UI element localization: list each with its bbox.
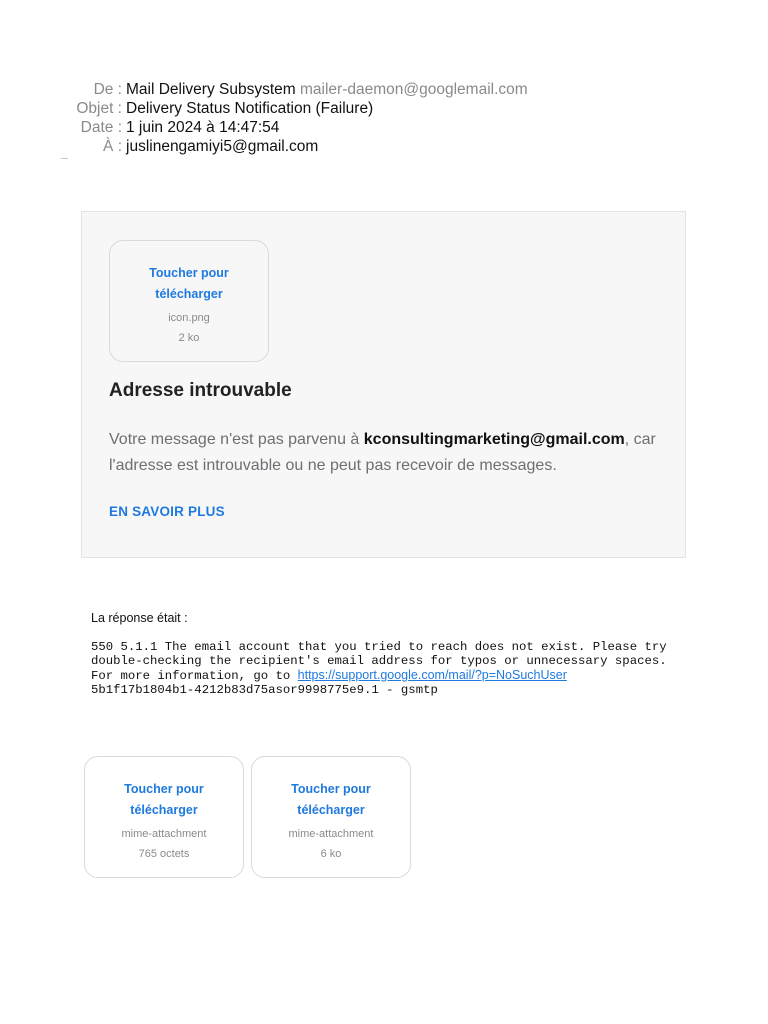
card-message: [109, 427, 669, 479]
subject-row: [0, 99, 768, 118]
from-value[interactable]: [126, 80, 528, 99]
header-divider: [61, 158, 68, 159]
recipient-address: kconsultingmarketing@gmail.com: [363, 431, 625, 448]
card-title: Adresse introuvable: [109, 380, 292, 401]
download-label[interactable]: Toucher pour télécharger: [149, 266, 229, 301]
to-value[interactable]: juslinengamiyi5@gmail.com: [126, 138, 319, 155]
attachment-mime-2[interactable]: [251, 756, 411, 878]
subject-value: Delivery Status Notification (Failure): [126, 100, 374, 117]
from-row: [0, 80, 768, 99]
attachment-filename: mime-attachment: [288, 828, 374, 840]
from-label: De :: [93, 81, 122, 98]
response-text: [91, 640, 691, 697]
date-row: [0, 118, 768, 137]
response-text-main: 550 5.1.1 The email account that you tried to reach does not exist. Please try double-checking the recipient's email address for typos or unnecessary spaces. For more information, go to: [91, 640, 667, 683]
learn-more-link[interactable]: EN SAVOIR PLUS: [109, 504, 225, 519]
to-label: À :: [103, 138, 122, 155]
attachment-filename: icon.png: [168, 312, 210, 324]
response-label: La réponse était :: [91, 611, 188, 625]
attachment-size: 6 ko: [320, 848, 342, 860]
response-text-id: 5b1f17b1804b1-4212b83d75asor9998775e9.1 - gsmtp: [91, 683, 438, 697]
bounce-card: [81, 211, 686, 558]
date-value: 1 juin 2024 à 14:47:54: [126, 119, 280, 136]
email-header: [0, 80, 768, 156]
attachment-filename: mime-attachment: [121, 828, 207, 840]
subject-label: Objet :: [76, 100, 122, 117]
message-suffix: , car l'adresse est introuvable ou ne peut pas recevoir de messages.: [109, 431, 656, 474]
message-prefix: Votre message n'est pas parvenu à: [109, 431, 360, 448]
to-row: [0, 137, 768, 156]
sender-address: mailer-daemon@googlemail.com: [300, 81, 528, 98]
attachment-size: 2 ko: [178, 332, 200, 344]
sender-name: Mail Delivery Subsystem: [126, 81, 296, 98]
support-link[interactable]: https://support.google.com/mail/?p=NoSuchUser: [297, 668, 567, 682]
download-label[interactable]: Toucher pour télécharger: [291, 782, 371, 817]
date-label: Date :: [80, 119, 122, 136]
attachment-size: 765 octets: [138, 848, 190, 860]
attachment-mime-1[interactable]: [84, 756, 244, 878]
attachment-icon-png[interactable]: [109, 240, 269, 362]
download-label[interactable]: Toucher pour télécharger: [124, 782, 204, 817]
